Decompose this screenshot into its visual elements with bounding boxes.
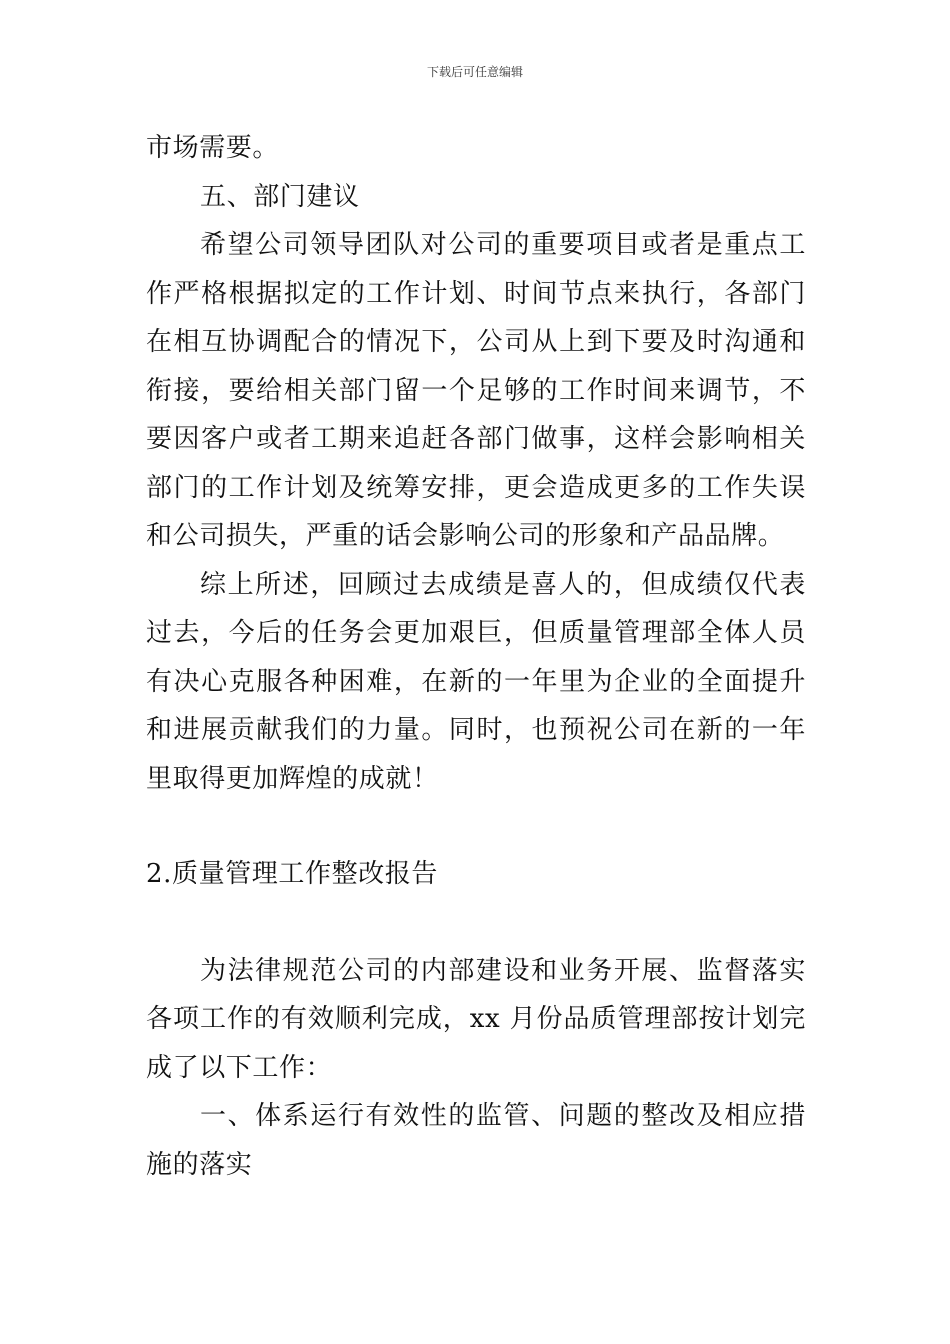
section-heading-department-suggestions: 五、部门建议 (200, 181, 360, 212)
report-title: 2.质量管理工作整改报告 (146, 859, 439, 889)
spacer (146, 899, 806, 947)
page-header: 下载后可任意编辑 (426, 65, 523, 79)
paragraph-suggestions: 希望公司领导团队对公司的重要项目或者是重点工作严格根据拟定的工作计划、时间节点来执行，各部门在相互协调配合的情况下，公司从上到下要及时沟通和衔接，要给相关部门留一个足够的工作时间来调节，不要因客户或者工期来追赶各部门做事，这样会影响相关部门的工作计划及统筹安排，更会造成更多的工作失误和公司损失，严重的话会影响公司的形象和产品品牌。 (146, 230, 806, 551)
section-heading-system-operation: 一、体系运行有效性的监管、问题的整改及相应措施的落实 (146, 1101, 806, 1180)
spacer (146, 803, 806, 850)
paragraph-continuation: 市场需要。 (146, 133, 280, 163)
paragraph-summary: 综上所述，回顾过去成绩是喜人的，但成绩仅代表过去，今后的任务会更加艰巨，但质量管理部全体人员有决心克服各种困难，在新的一年里为企业的全面提升和进展贡献我们的力量。同时，也预祝公司在新的一年里取得更加辉煌的成就！ (146, 569, 806, 794)
paragraph-intro: 为法律规范公司的内部建设和业务开展、监督落实各项工作的有效顺利完成，xx 月份品质管理部按计划完成了以下工作： (146, 955, 806, 1083)
document-body (146, 124, 806, 1189)
